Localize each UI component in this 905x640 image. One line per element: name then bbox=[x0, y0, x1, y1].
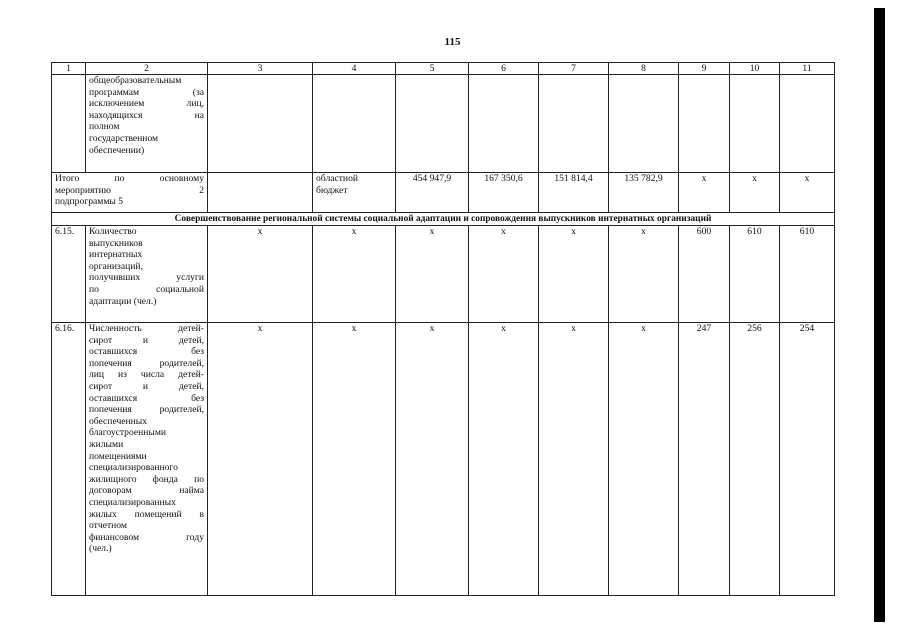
text-line: подпрограммы 5 bbox=[55, 196, 124, 208]
mark-cell: х bbox=[313, 226, 396, 323]
text-line: договорам найма bbox=[89, 485, 204, 497]
amount-cell: 167 350,6 bbox=[469, 173, 539, 213]
indicator-row bbox=[52, 226, 835, 323]
text-line: жилищного фонда по bbox=[89, 473, 204, 485]
total-row bbox=[52, 173, 835, 213]
mark-cell: х bbox=[609, 323, 679, 596]
mark-cell: х bbox=[730, 173, 780, 213]
amount-cell: 135 782,9 bbox=[609, 173, 679, 213]
text-line: бюджет bbox=[316, 184, 348, 196]
text-line: адаптации (чел.) bbox=[89, 295, 157, 307]
text-line: лиц из числа детей- bbox=[89, 369, 204, 381]
row-number: 6.15. bbox=[52, 226, 86, 323]
text-line: выпускников bbox=[89, 237, 143, 249]
continuation-text bbox=[86, 75, 208, 173]
text-line: оставшихся без bbox=[89, 392, 204, 404]
text-line: Количество bbox=[89, 226, 137, 237]
mark-cell: х bbox=[679, 173, 730, 213]
target-value: 610 bbox=[780, 226, 835, 323]
text-line: специализированного bbox=[89, 462, 178, 474]
amount-cell: 151 814,4 bbox=[539, 173, 609, 213]
text-line: сирот и детей, bbox=[89, 380, 204, 392]
mark-cell: х bbox=[609, 226, 679, 323]
mark-cell: х bbox=[780, 173, 835, 213]
indicator-row bbox=[52, 323, 835, 596]
text-line: общеобразовательным bbox=[89, 75, 182, 86]
text-line: жилыми bbox=[89, 438, 124, 450]
text-line: благоустроенными bbox=[89, 427, 167, 439]
mark-cell: х bbox=[208, 323, 313, 596]
target-value: 600 bbox=[679, 226, 730, 323]
text-line: областной bbox=[316, 173, 359, 184]
text-line: (чел.) bbox=[89, 543, 112, 555]
continuation-row bbox=[52, 75, 835, 173]
text-line: мероприятию 2 bbox=[55, 184, 204, 196]
section-title: Совершенствование региональной системы социальной адаптации и сопровождения выпускников интернатных организаций bbox=[52, 213, 835, 226]
column-number: 9 bbox=[679, 63, 730, 75]
scan-edge-bar bbox=[874, 8, 885, 622]
column-number: 2 bbox=[86, 63, 208, 75]
text-line: попечения родителей, bbox=[89, 357, 204, 369]
column-number: 1 bbox=[52, 63, 86, 75]
column-number: 6 bbox=[469, 63, 539, 75]
column-number: 7 bbox=[539, 63, 609, 75]
column-number: 3 bbox=[208, 63, 313, 75]
funding-source bbox=[313, 173, 396, 213]
row-number: 6.16. bbox=[52, 323, 86, 596]
mark-cell: х bbox=[469, 226, 539, 323]
target-value: 247 bbox=[679, 323, 730, 596]
column-number: 10 bbox=[730, 63, 780, 75]
text-line: Численность детей- bbox=[89, 323, 204, 334]
text-line: оставшихся без bbox=[89, 346, 204, 358]
target-value: 256 bbox=[730, 323, 780, 596]
text-line: интернатных bbox=[89, 249, 143, 261]
mark-cell: х bbox=[396, 323, 469, 596]
column-number: 4 bbox=[313, 63, 396, 75]
column-number: 5 bbox=[396, 63, 469, 75]
text-line: полном bbox=[89, 121, 120, 133]
text-line: специализированных bbox=[89, 496, 176, 508]
text-line: исключением лиц, bbox=[89, 98, 204, 110]
page-number: 115 bbox=[444, 36, 461, 48]
text-line: получивших услуги bbox=[89, 272, 204, 284]
text-line: по социальной bbox=[89, 283, 204, 295]
column-number: 11 bbox=[780, 63, 835, 75]
text-line: программам (за bbox=[89, 86, 204, 98]
indicator-table bbox=[51, 62, 835, 596]
total-label bbox=[52, 173, 208, 213]
column-number: 8 bbox=[609, 63, 679, 75]
text-line: сирот и детей, bbox=[89, 334, 204, 346]
mark-cell: х bbox=[539, 226, 609, 323]
mark-cell: х bbox=[539, 323, 609, 596]
target-value: 254 bbox=[780, 323, 835, 596]
text-line: обеспеченных bbox=[89, 415, 148, 427]
text-line: государственном bbox=[89, 132, 159, 144]
text-line: жилых помещений в bbox=[89, 508, 204, 520]
mark-cell: х bbox=[396, 226, 469, 323]
target-value: 610 bbox=[730, 226, 780, 323]
mark-cell: х bbox=[208, 226, 313, 323]
text-line: отчетном bbox=[89, 520, 127, 532]
mark-cell: х bbox=[313, 323, 396, 596]
indicator-text bbox=[86, 323, 208, 596]
text-line: обеспечении) bbox=[89, 144, 145, 156]
indicator-text bbox=[86, 226, 208, 323]
text-line: финансовом году bbox=[89, 531, 204, 543]
section-heading-row bbox=[52, 213, 835, 226]
text-line: организаций, bbox=[89, 260, 143, 272]
text-line: помещениями bbox=[89, 450, 147, 462]
text-line: попечения родителей, bbox=[89, 404, 204, 416]
mark-cell: х bbox=[469, 323, 539, 596]
text-line: Итого по основному bbox=[55, 173, 204, 184]
text-line: находящихся на bbox=[89, 109, 204, 121]
column-number-row bbox=[52, 63, 835, 75]
amount-cell: 454 947,9 bbox=[396, 173, 469, 213]
